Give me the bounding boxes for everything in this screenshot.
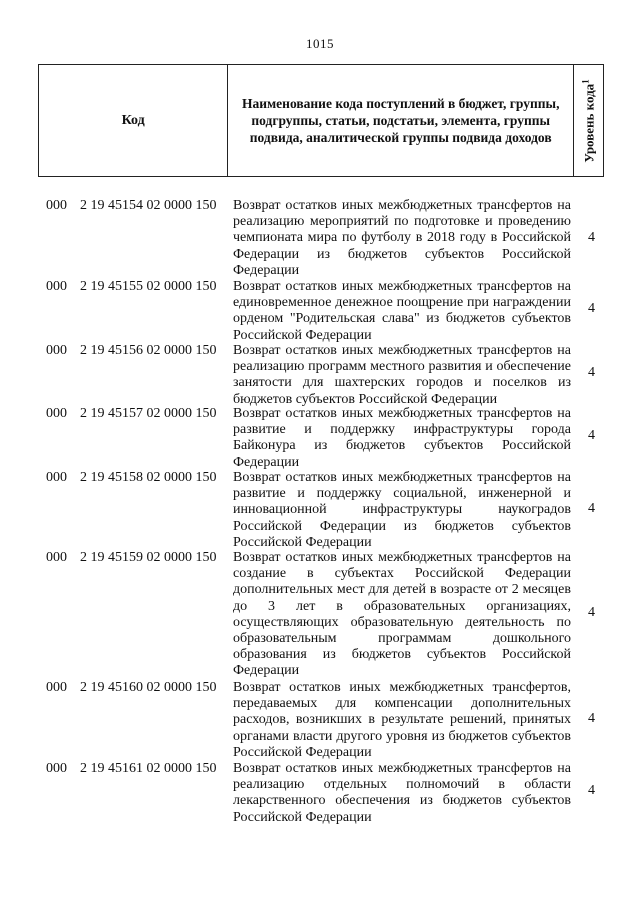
header-level [574, 65, 603, 176]
row-prefix: 000 [46, 406, 67, 421]
page-number: 1015 [306, 36, 334, 51]
row-code: 2 19 45156 02 0000 150 [80, 343, 217, 358]
row-description: Возврат остатков иных межбюджетных трансфертов на развитие и поддержку инфраструктуры города Байконура из бюджетов субъектов Российской Федерации [233, 406, 571, 470]
row-description: Возврат остатков иных межбюджетных трансфертов, передаваемых для компенсации дополнительных расходов, возникших в результате решений, принятых органами власти другого уровня из бюджетов субъектов Российской Федерации [233, 680, 571, 760]
row-level: 4 [588, 711, 595, 726]
row-description: Возврат остатков иных межбюджетных трансфертов на создание в субъектах Российской Федерации дополнительных мест для детей в возрасте от 2 месяцев до 3 лет в образовательных организациях, осуществляющих образовательную деятельность по образовательным программам дошкольного образования из бюджетов субъектов Российской Федерации [233, 550, 571, 679]
row-prefix: 000 [46, 550, 67, 565]
row-code: 2 19 45161 02 0000 150 [80, 761, 217, 776]
header-code: Код [39, 65, 228, 176]
header-level-label: Уровень кода [581, 83, 597, 163]
row-level: 4 [588, 501, 595, 516]
row-description: Возврат остатков иных межбюджетных трансфертов на единовременное денежное поощрение при награждении орденом "Родительская слава" из бюджетов субъектов Российской Федерации [233, 279, 571, 343]
row-code: 2 19 45159 02 0000 150 [80, 550, 217, 565]
row-code: 2 19 45155 02 0000 150 [80, 279, 217, 294]
row-level: 4 [588, 230, 595, 245]
header-level-text [580, 79, 597, 162]
row-code: 2 19 45160 02 0000 150 [80, 680, 217, 695]
row-level: 4 [588, 428, 595, 443]
row-prefix: 000 [46, 279, 67, 294]
row-prefix: 000 [46, 343, 67, 358]
row-prefix: 000 [46, 680, 67, 695]
row-description: Возврат остатков иных межбюджетных трансфертов на развитие и поддержку социальной, инженерной и инновационной инфраструктуры наукоградов Российской Федерации из бюджетов субъектов Российской Федерации [233, 470, 571, 550]
table-header [38, 64, 604, 177]
row-prefix: 000 [46, 470, 67, 485]
row-level: 4 [588, 301, 595, 316]
row-code: 2 19 45158 02 0000 150 [80, 470, 217, 485]
row-code: 2 19 45157 02 0000 150 [80, 406, 217, 421]
row-level: 4 [588, 365, 595, 380]
row-level: 4 [588, 783, 595, 798]
row-description: Возврат остатков иных межбюджетных трансфертов на реализацию программ местного развития и обеспечение занятости для шахтерских городов и поселков из бюджетов субъектов Российской Федерации [233, 343, 571, 407]
row-prefix: 000 [46, 761, 67, 776]
header-level-footnote: 1 [579, 78, 590, 84]
row-code: 2 19 45154 02 0000 150 [80, 198, 217, 213]
row-description: Возврат остатков иных межбюджетных трансфертов на реализацию отдельных полномочий в области лекарственного обеспечения из бюджетов субъектов Российской Федерации [233, 761, 571, 825]
row-prefix: 000 [46, 198, 67, 213]
header-name: Наименование кода поступлений в бюджет, группы, подгруппы, статьи, подстатьи, элемента, группы подвида, аналитической группы подвида доходов [228, 65, 574, 176]
row-level: 4 [588, 605, 595, 620]
row-description: Возврат остатков иных межбюджетных трансфертов на реализацию мероприятий по подготовке и проведению чемпионата мира по футболу в 2018 году в Российской Федерации из бюджетов субъектов Российской Федерации [233, 198, 571, 278]
